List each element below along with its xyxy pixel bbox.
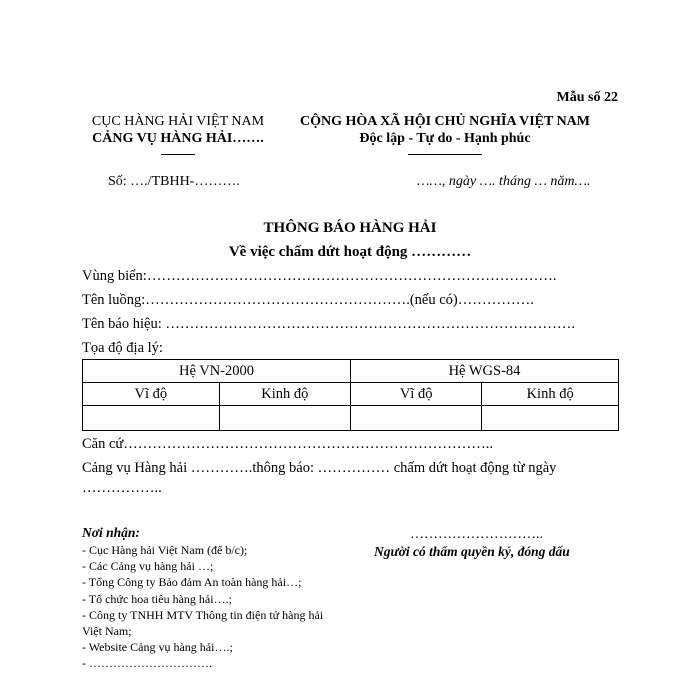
form-number: Mẫu số 22	[556, 90, 618, 105]
table-cell	[482, 406, 619, 431]
document-number: Số: …./TBHH-……….	[108, 174, 240, 189]
list-item: - Tổng Công ty Bảo đảm An toàn hàng hải…;	[82, 575, 302, 590]
list-item: - Website Cảng vụ hàng hải….;	[82, 640, 233, 655]
port-authority-name: CẢNG VỤ HÀNG HẢI…….	[92, 131, 264, 146]
table-cell	[83, 406, 220, 431]
table-cell	[350, 406, 481, 431]
channel-field: Tên luồng:……………………………………………….(nếu có)…………….	[82, 292, 534, 308]
coordinates-table	[82, 359, 619, 431]
signature-label: Người có thẩm quyền ký, đóng dấu	[374, 544, 570, 559]
list-item: - Cục Hàng hải Việt Nam (để b/c);	[82, 543, 248, 557]
column-header-latitude: Vĩ độ	[350, 383, 481, 406]
recipients-list	[82, 542, 323, 672]
country-name: CỘNG HÒA XÃ HỘI CHỦ NGHĨA VIỆT NAM	[299, 114, 590, 129]
table-cell	[219, 406, 350, 431]
system-header-vn2000: Hệ VN-2000	[83, 360, 351, 383]
table-row	[83, 406, 619, 431]
list-item: Việt Nam;	[82, 624, 132, 639]
header-divider-right	[408, 154, 482, 155]
sea-area-field: Vùng biển:………………………………………………………………………….	[82, 268, 557, 284]
list-item: - ………………………….	[82, 656, 212, 671]
basis-field: Căn cứ…………………………………………………………………..	[82, 436, 494, 452]
authority-name: CỤC HÀNG HẢI VIỆT NAM	[91, 114, 265, 129]
notice-line-2: ……………..	[82, 480, 162, 496]
issuer-header	[78, 113, 278, 155]
system-header-wgs84: Hệ WGS-84	[350, 360, 618, 383]
list-item: - Các Cảng vụ hàng hải …;	[82, 559, 214, 574]
list-item: - Tổ chức hoa tiêu hàng hải….;	[82, 591, 232, 606]
column-header-latitude: Vĩ độ	[83, 383, 220, 406]
date-line: ……, ngày …. tháng … năm….	[417, 174, 591, 189]
notice-line-1: Cảng vụ Hàng hải ………….thông báo: …………… chấm dứt hoạt động từ ngày	[82, 460, 557, 476]
header-divider-left	[161, 154, 195, 155]
national-motto: Độc lập - Tự do - Hạnh phúc	[359, 131, 531, 146]
signature-dots: ………………………..	[410, 527, 543, 542]
document-title: THÔNG BÁO HÀNG HẢI	[263, 220, 437, 236]
column-header-longitude: Kinh độ	[482, 383, 619, 406]
coordinates-label: Tọa độ địa lý:	[82, 340, 163, 356]
aid-name-field: Tên báo hiệu: ………………………………………………………………………….	[82, 316, 575, 332]
list-item: - Công ty TNHH MTV Thông tin điện tử hàng hải	[82, 607, 324, 622]
column-header-longitude: Kinh độ	[219, 383, 350, 406]
national-header	[290, 113, 600, 155]
document-subtitle: Về việc chấm dứt hoạt động …………	[228, 244, 472, 260]
recipients-title: Nơi nhận:	[82, 525, 140, 540]
